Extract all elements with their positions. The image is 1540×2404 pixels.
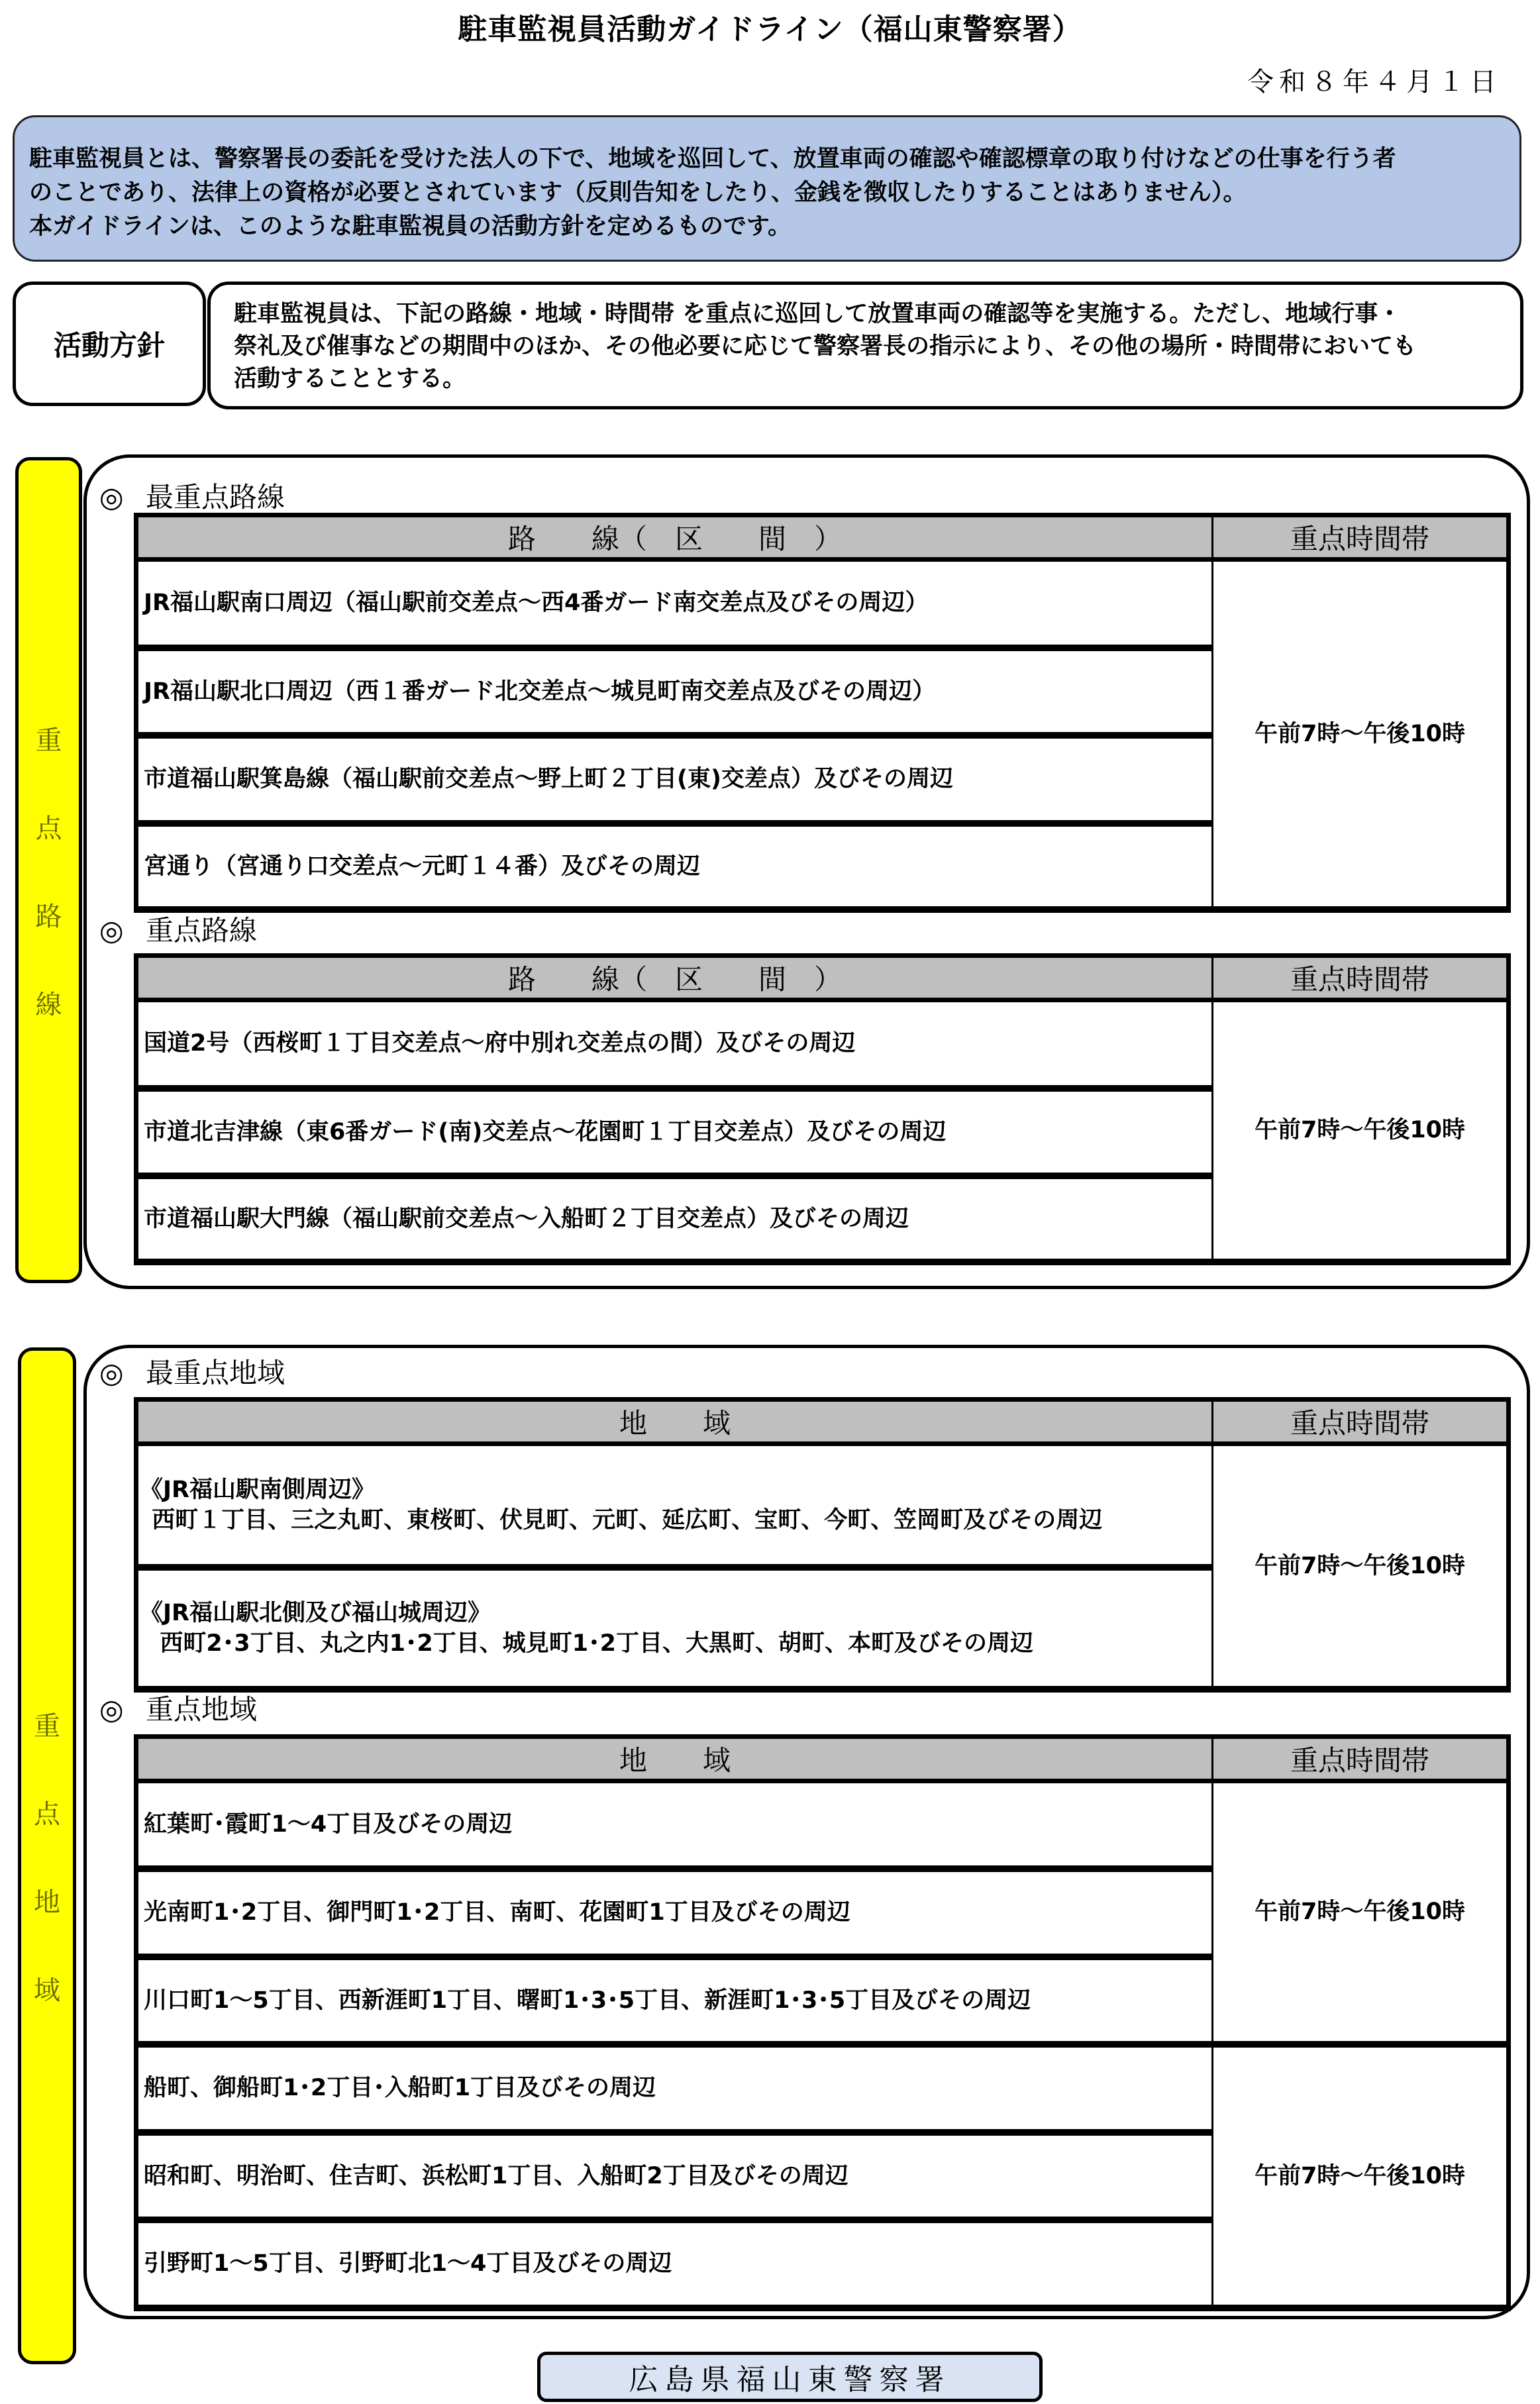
policy-text-box — [207, 282, 1523, 409]
priority-routes-heading: ◎ 重点路線 — [99, 914, 258, 947]
route-row: 宮通り（宮通り口交差点～元町１４番）及びその周辺 — [136, 823, 1213, 910]
area-group-detail: 西町2･3丁目、丸之内1･2丁目、城見町1･2丁目、大黒町、胡町、本町及びその周辺 — [144, 1630, 1033, 1657]
col-header-time: 重点時間帯 — [1213, 515, 1509, 560]
intro-box — [13, 115, 1521, 262]
top-priority-areas-heading: ◎ 最重点地域 — [99, 1357, 285, 1389]
col-header-area: 地 域 — [136, 1737, 1213, 1781]
area-row: 紅葉町･霞町1～4丁目及びその周辺 — [136, 1781, 1213, 1869]
tab-char: 域 — [34, 1975, 60, 2006]
col-header-route: 路 線（ 区 間 ） — [136, 956, 1213, 1000]
area-section-tab — [18, 1347, 76, 2364]
area-row — [136, 1444, 1213, 1567]
intro-line: 駐車監視員とは、警察署長の委託を受けた法人の下で、地域を巡回して、放置車両の確認や確認標章の取り付けなどの仕事を行う者 — [29, 146, 1396, 172]
col-header-time: 重点時間帯 — [1213, 1737, 1509, 1781]
area-group-title: 《JR福山駅北側及び福山城周辺》 — [140, 1599, 491, 1626]
intro-line: 本ガイドラインは、このような駐車監視員の活動方針を定めるものです。 — [29, 213, 792, 240]
policy-line: 駐車監視員は、下記の路線・地域・時間帯 を重点に巡回して放置車両の確認等を実施する。ただし、地域行事・ — [234, 301, 1402, 327]
area-row: 昭和町、明治町、住吉町、浜松町1丁目、入船町2丁目及びその周辺 — [136, 2132, 1213, 2220]
time-cell: 午前7時～午後10時 — [1213, 1444, 1509, 1689]
area-group-detail: 西町１丁目、三之丸町、東桜町、伏見町、元町、延広町、宝町、今町、笠岡町及びその周辺 — [144, 1506, 1103, 1534]
tab-char: 重 — [34, 1710, 60, 1742]
col-header-route: 路 線（ 区 間 ） — [136, 515, 1213, 560]
route-row: JR福山駅北口周辺（西１番ガード北交差点～城見町南交差点及びその周辺） — [136, 648, 1213, 735]
intro-line: のことであり、法律上の資格が必要とされています（反則告知をしたり、金銭を徴収したりすることはありません）。 — [29, 180, 1247, 206]
issuer-footer: 広島県福山東警察署 — [537, 2352, 1043, 2402]
time-cell: 午前7時～午後10時 — [1213, 1781, 1509, 2044]
col-header-time: 重点時間帯 — [1213, 956, 1509, 1000]
time-cell: 午前7時～午後10時 — [1213, 1000, 1509, 1262]
route-row: 市道福山駅箕島線（福山駅前交差点～野上町２丁目(東)交差点）及びその周辺 — [136, 735, 1213, 823]
tab-char: 点 — [34, 1799, 60, 1830]
top-priority-routes-heading: ◎ 最重点路線 — [99, 481, 285, 513]
top-priority-routes-table — [134, 513, 1511, 913]
time-cell: 午前7時～午後10時 — [1213, 2044, 1509, 2308]
tab-char: 線 — [35, 989, 62, 1020]
double-circle-icon: ◎ — [99, 481, 124, 513]
tab-char: 重 — [35, 725, 62, 756]
route-row: 国道2号（西桜町１丁目交差点～府中別れ交差点の間）及びその周辺 — [136, 1000, 1213, 1088]
area-row: 船町、御船町1･2丁目･入船町1丁目及びその周辺 — [136, 2044, 1213, 2132]
policy-label: 活動方針 — [13, 282, 206, 406]
route-section-tab — [15, 457, 82, 1283]
policy-line: 祭礼及び催事などの期間中のほか、その他必要に応じて警察署長の指示により、その他の場所・時間帯においても — [234, 333, 1417, 360]
priority-areas-table — [134, 1734, 1511, 2311]
top-priority-areas-table — [134, 1397, 1511, 1693]
double-circle-icon: ◎ — [99, 914, 124, 947]
route-row: 市道北吉津線（東6番ガード(南)交差点～花園町１丁目交差点）及びその周辺 — [136, 1088, 1213, 1176]
area-group-title: 《JR福山駅南側周辺》 — [140, 1476, 375, 1503]
route-row: JR福山駅南口周辺（福山駅前交差点～西4番ガード南交差点及びその周辺） — [136, 560, 1213, 648]
double-circle-icon: ◎ — [99, 1693, 124, 1726]
area-row: 川口町1～5丁目、西新涯町1丁目、曙町1･3･5丁目、新涯町1･3･5丁目及びその周辺 — [136, 1957, 1213, 2044]
area-row — [136, 1567, 1213, 1689]
issue-date: 令和８年４月１日 — [1247, 67, 1502, 97]
document-title: 駐車監視員活動ガイドライン（福山東警察署） — [458, 13, 1082, 46]
col-header-area: 地 域 — [136, 1400, 1213, 1444]
area-row: 光南町1･2丁目、御門町1･2丁目、南町、花園町1丁目及びその周辺 — [136, 1869, 1213, 1957]
tab-char: 地 — [34, 1887, 60, 1918]
col-header-time: 重点時間帯 — [1213, 1400, 1509, 1444]
route-row: 市道福山駅大門線（福山駅前交差点～入船町２丁目交差点）及びその周辺 — [136, 1176, 1213, 1262]
tab-char: 点 — [35, 813, 62, 844]
priority-areas-heading: ◎ 重点地域 — [99, 1693, 258, 1726]
area-row: 引野町1～5丁目、引野町北1～4丁目及びその周辺 — [136, 2220, 1213, 2308]
double-circle-icon: ◎ — [99, 1357, 124, 1389]
policy-line: 活動することとする。 — [234, 366, 466, 392]
time-cell: 午前7時～午後10時 — [1213, 560, 1509, 910]
priority-routes-table — [134, 953, 1511, 1265]
tab-char: 路 — [35, 901, 62, 932]
